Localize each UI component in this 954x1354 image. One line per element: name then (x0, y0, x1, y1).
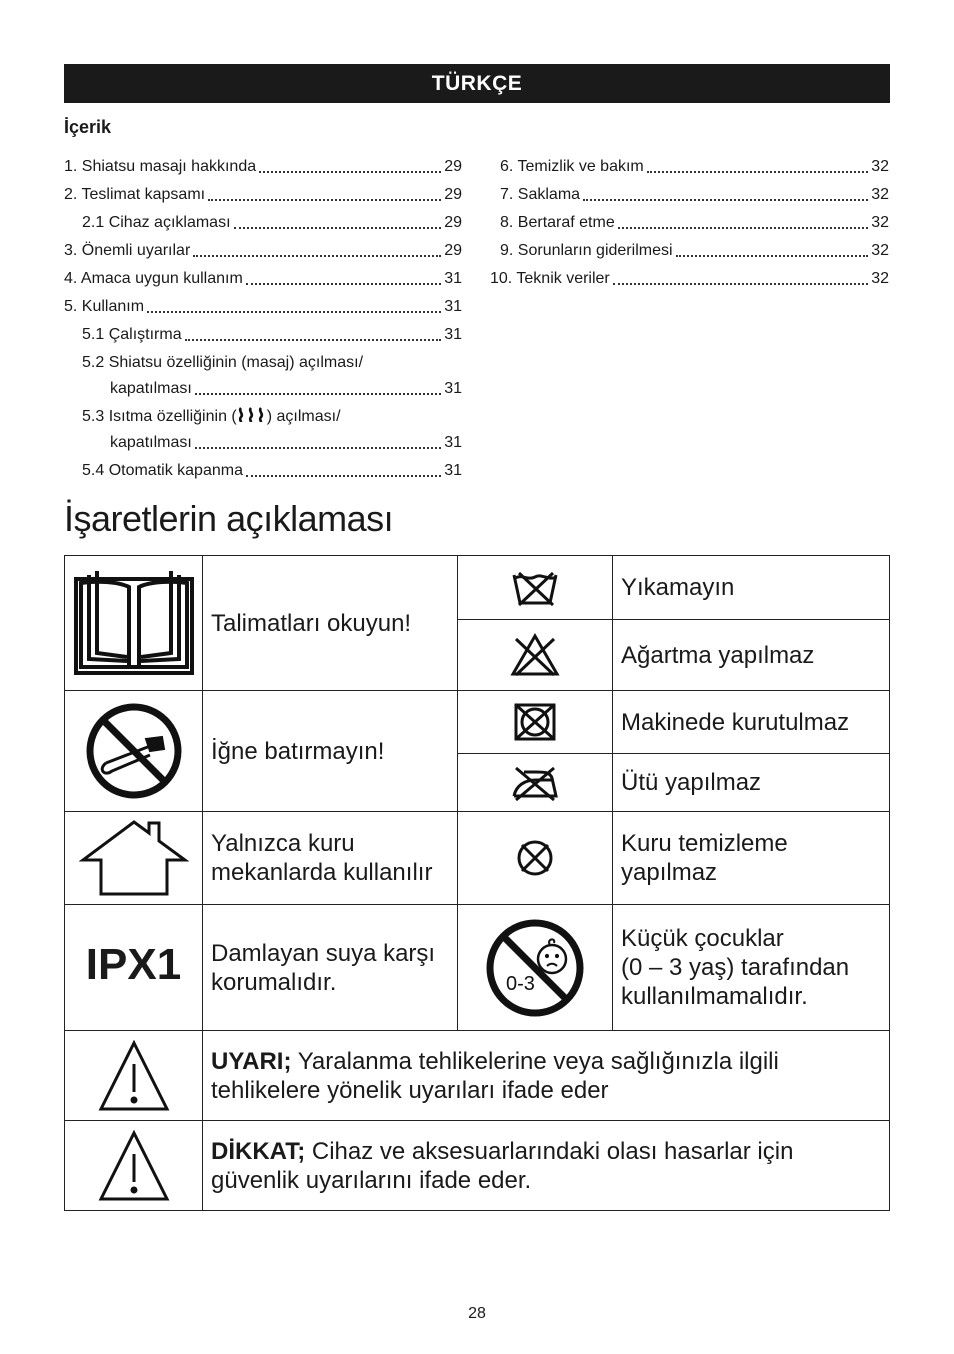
no-iron-icon (458, 754, 613, 812)
age-badge-text: 0-3 (506, 972, 535, 995)
symbols-heading: İşaretlerin açıklaması (64, 498, 394, 539)
toc-left-column (64, 150, 462, 482)
toc-entry[interactable]: 1. Shiatsu masajı hakkında 29 (64, 158, 462, 175)
no-bleach-text: Ağartma yapılmaz (613, 620, 890, 691)
toc-entry[interactable]: 5.3 Isıtma özelliğinin ( ) açılması/ kapatılması 31 (82, 408, 462, 451)
toc-entry[interactable]: 9. Sorunların giderilmesi 32 (500, 242, 889, 259)
toc-entry[interactable]: 5.1 Çalıştırma 31 (82, 326, 462, 343)
no-dry-clean-icon (458, 812, 613, 905)
toc-entry[interactable]: 6. Temizlik ve bakım 32 (500, 158, 889, 175)
warning-text: UYARI; Yaralanma tehlikelerine veya sağlığınızla ilgili tehlikelere yönelik uyarıları ifade eder (203, 1031, 890, 1121)
toc-title: İçerik (64, 117, 112, 137)
toc-entry[interactable]: 3. Önemli uyarılar 29 (64, 242, 462, 259)
indoor-use-text: Yalnızca kuru mekanlarda kullanılır (203, 812, 458, 905)
caution-label: DİKKAT; (211, 1137, 306, 1165)
no-wash-text: Yıkamayın (613, 556, 890, 620)
no-dry-clean-text: Kuru temizleme yapılmaz (613, 812, 890, 905)
toc-entry[interactable]: 2.1 Cihaz açıklaması 29 (82, 214, 462, 231)
toc-entry[interactable]: 4. Amaca uygun kullanım 31 (64, 270, 462, 287)
symbols-table (64, 555, 890, 1211)
warning-icon (65, 1031, 203, 1121)
toc-entry[interactable]: 5. Kullanım 31 (64, 298, 462, 315)
caution-text: DİKKAT; Cihaz ve aksesuarlarındaki olası hasarlar için güvenlik uyarılarını ifade eder. (203, 1121, 890, 1211)
toc-entry[interactable]: 5.2 Shiatsu özelliğinin (masaj) açılması/ kapatılması 31 (82, 354, 462, 397)
ipx1-text: Damlayan suya karşı korumalıdır. (203, 905, 458, 1031)
toc-entry[interactable]: 2. Teslimat kapsamı 29 (64, 186, 462, 203)
toc-entry[interactable]: 7. Saklama 32 (500, 186, 889, 203)
toc-entry[interactable]: 10. Teknik veriler 32 (490, 270, 889, 287)
toc-entry[interactable]: 8. Bertaraf etme 32 (500, 214, 889, 231)
no-bleach-icon (458, 620, 613, 691)
no-wash-icon (458, 556, 613, 620)
no-tumble-dry-icon (458, 691, 613, 754)
no-iron-text: Ütü yapılmaz (613, 754, 890, 812)
ipx1-icon (65, 905, 203, 1031)
ipx1-label: IPX1 (85, 939, 182, 989)
toc-right-column (490, 150, 889, 290)
heat-icon (237, 407, 267, 423)
language-banner: TÜRKÇE (64, 64, 890, 103)
book-icon (65, 556, 203, 691)
no-children-text: Küçük çocuklar (0 – 3 yaş) tarafından kullanılmamalıdır. (613, 905, 890, 1031)
no-pins-icon (65, 691, 203, 812)
no-pins-text: İğne batırmayın! (203, 691, 458, 812)
house-icon (65, 812, 203, 905)
read-instructions-text: Talimatları okuyun! (203, 556, 458, 691)
no-tumble-dry-text: Makinede kurutulmaz (613, 691, 890, 754)
toc-entry[interactable]: 5.4 Otomatik kapanma 31 (82, 462, 462, 479)
caution-icon (65, 1121, 203, 1211)
page-number: 28 (468, 1305, 486, 1322)
no-children-icon (458, 905, 613, 1031)
warning-label: UYARI; (211, 1047, 292, 1075)
